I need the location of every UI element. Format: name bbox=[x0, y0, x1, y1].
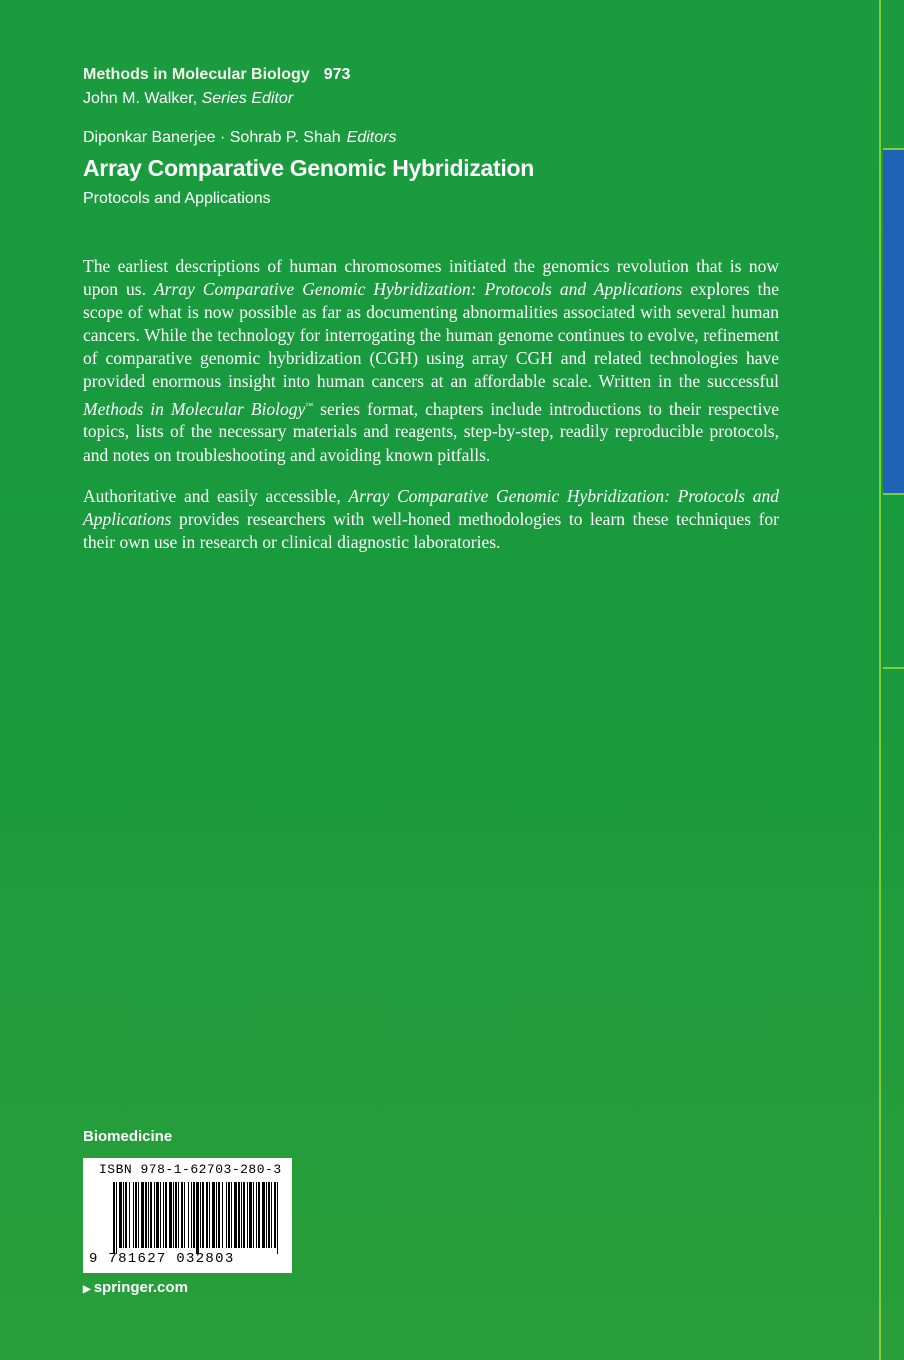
barcode-bar bbox=[216, 1182, 217, 1248]
barcode-bar bbox=[184, 1182, 185, 1248]
blurb-paragraph-1 bbox=[83, 255, 779, 467]
spine-tick-top bbox=[883, 148, 904, 150]
barcode-bar bbox=[165, 1182, 167, 1248]
barcode-bar bbox=[154, 1182, 155, 1248]
barcode-bar bbox=[222, 1182, 223, 1248]
barcode-bar bbox=[200, 1182, 201, 1248]
barcode-bar bbox=[181, 1182, 183, 1248]
barcode-bar bbox=[113, 1182, 115, 1254]
series-line bbox=[83, 64, 350, 86]
barcode-bar bbox=[123, 1182, 124, 1248]
publisher-link[interactable] bbox=[83, 1279, 188, 1296]
barcode-bar bbox=[231, 1182, 232, 1248]
arrow-right-icon: ▶ bbox=[83, 1284, 91, 1295]
barcode-bar bbox=[206, 1182, 208, 1248]
barcode-bar bbox=[271, 1182, 272, 1248]
barcode-bar bbox=[258, 1182, 260, 1248]
barcode-bar bbox=[156, 1182, 159, 1248]
barcode-bar bbox=[249, 1182, 252, 1248]
blurb-series-name: Methods in Molecular Biology bbox=[83, 398, 306, 419]
subject-category: Biomedicine bbox=[83, 1128, 173, 1145]
barcode-bar bbox=[247, 1182, 248, 1248]
barcode-bar bbox=[241, 1182, 242, 1248]
barcode-bar bbox=[243, 1182, 245, 1248]
barcode-bar bbox=[135, 1182, 137, 1248]
blurb-text: provides researchers with well-honed methodologies to learn these techniques for their own use in research or clinical diagnostic laboratories. bbox=[83, 509, 779, 553]
book-title: Array Comparative Genomic Hybridization bbox=[83, 155, 534, 181]
trademark-symbol: ™ bbox=[305, 400, 314, 410]
barcode-bar bbox=[268, 1182, 270, 1248]
blurb-book-title: Array Comparative Genomic Hybridization: Protocols and Applications bbox=[83, 486, 779, 530]
barcode-bar bbox=[163, 1182, 164, 1248]
barcode-bar bbox=[196, 1182, 199, 1254]
barcode-bar bbox=[125, 1182, 127, 1248]
blurb-text: Authoritative and easily accessible, bbox=[83, 486, 349, 506]
barcode-bar bbox=[133, 1182, 134, 1248]
barcode-bar bbox=[202, 1182, 204, 1248]
editors-line bbox=[83, 129, 396, 147]
barcode-bar bbox=[119, 1182, 122, 1248]
spine-edge-line bbox=[879, 0, 881, 1360]
barcode-bar bbox=[266, 1182, 267, 1248]
barcode-bar bbox=[193, 1182, 195, 1248]
series-editor-role: Series Editor bbox=[201, 90, 294, 107]
barcode-digits: 9 781627 032803 bbox=[89, 1251, 235, 1267]
barcode-bar bbox=[212, 1182, 215, 1248]
book-subtitle: Protocols and Applications bbox=[83, 190, 271, 207]
blurb-text: explores the scope of what is now possible as far as documenting abnormalities associated with several human cancers. While the technology for interrogating the human genome continues to evolve, refinement of comparative genomic hybridization (CGH) using array CGH and related technologies have provided enormous insight into human cancers at an affordable scale. Written in the successful bbox=[83, 279, 779, 392]
barcode-bar bbox=[253, 1182, 254, 1248]
editors-role: Editors bbox=[346, 129, 397, 146]
barcode-bar bbox=[150, 1182, 152, 1248]
barcode-bar bbox=[262, 1182, 265, 1248]
barcode-bar bbox=[145, 1182, 147, 1248]
barcode-bar bbox=[160, 1182, 161, 1248]
spine-tick-lower bbox=[883, 667, 904, 669]
barcode-bar bbox=[141, 1182, 144, 1248]
barcode-bar bbox=[188, 1182, 189, 1248]
blurb-paragraph-2 bbox=[83, 485, 779, 554]
barcode-bar bbox=[148, 1182, 149, 1248]
barcode-bar bbox=[191, 1182, 192, 1248]
spine-tick-middle bbox=[883, 493, 904, 495]
barcode-bar bbox=[173, 1182, 174, 1248]
series-name: Methods in Molecular Biology bbox=[83, 66, 310, 83]
isbn-label: ISBN 978-1-62703-280-3 bbox=[99, 1162, 282, 1177]
barcode-bar bbox=[256, 1182, 257, 1248]
blurb-text: The earliest descriptions of human chromosomes initiated the genomics revolution that is now upon us. bbox=[83, 256, 779, 300]
barcode-bar bbox=[116, 1182, 117, 1254]
barcode-bar bbox=[277, 1182, 278, 1254]
barcode-bar bbox=[234, 1182, 237, 1248]
barcode-bar bbox=[238, 1182, 240, 1248]
blurb-text: series format, chapters include introductions to their respective topics, lists of the necessary materials and reagents, step-by-step, readily reproducible protocols, and notes on troubleshooting and avoiding known pitfalls. bbox=[83, 398, 779, 465]
spine-blue-band bbox=[883, 150, 904, 493]
isbn-barcode bbox=[83, 1158, 292, 1273]
series-editor-name: John M. Walker, bbox=[83, 90, 198, 107]
blurb-book-title: Array Comparative Genomic Hybridization: Protocols and Applications bbox=[153, 279, 683, 300]
series-editor-line bbox=[83, 90, 293, 108]
publisher-url: springer.com bbox=[93, 1279, 188, 1296]
barcode-bar bbox=[209, 1182, 210, 1248]
barcode-bar bbox=[178, 1182, 179, 1248]
barcode-bar bbox=[138, 1182, 139, 1248]
barcode-bar bbox=[226, 1182, 227, 1248]
barcode-bar bbox=[175, 1182, 177, 1248]
barcode-bar bbox=[218, 1182, 220, 1248]
barcode-bar bbox=[228, 1182, 230, 1248]
editor-names: Diponkar Banerjee · Sohrab P. Shah bbox=[83, 129, 341, 146]
barcode-bar bbox=[169, 1182, 172, 1248]
barcode-bar bbox=[274, 1182, 276, 1248]
barcode-bar bbox=[129, 1182, 130, 1248]
series-number: 973 bbox=[323, 66, 351, 83]
